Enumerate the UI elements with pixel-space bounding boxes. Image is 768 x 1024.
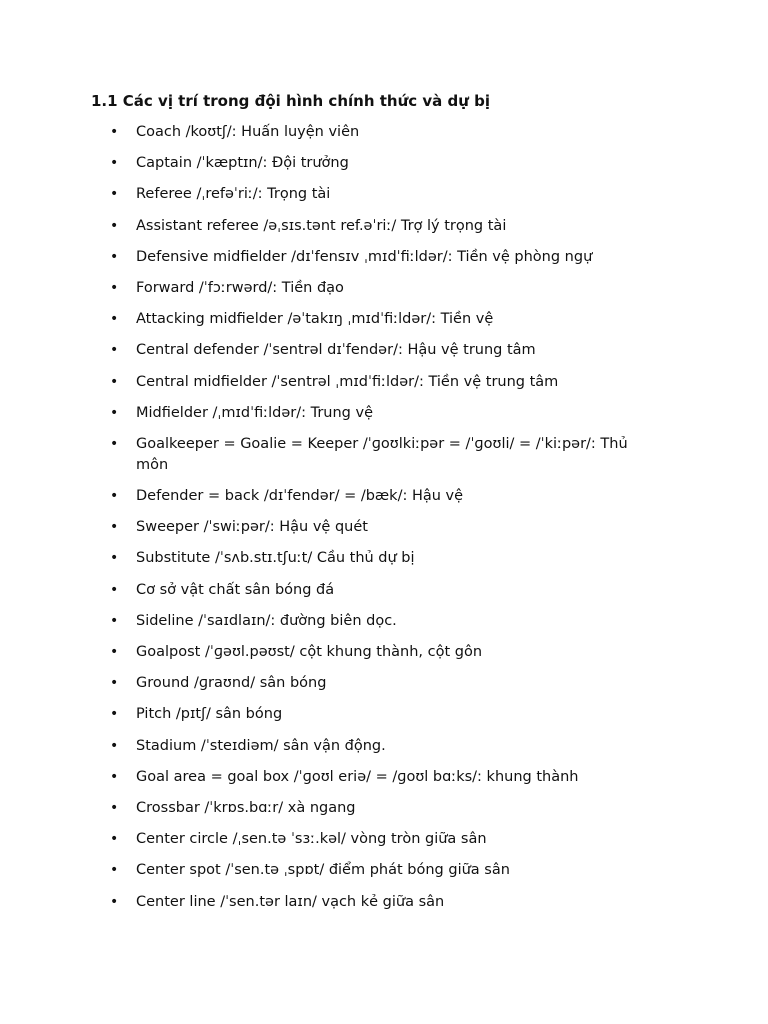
list-item <box>0 673 768 694</box>
list-item <box>0 611 768 632</box>
list-item-text: Sideline /ˈsaɪdlaɪn/: đường biên dọc. <box>136 612 397 629</box>
list-item-text: Defender = back /dɪˈfendər/ = /bæk/: Hậu vệ <box>136 488 464 505</box>
list-item-text: Center circle /ˌsen.tə ˈsɜː.kəl/ vòng tròn giữa sân <box>136 831 487 848</box>
bullet-icon: • <box>110 155 119 172</box>
list-item <box>0 309 768 330</box>
list-item <box>0 247 768 268</box>
bullet-icon: • <box>110 550 119 567</box>
list-item-text: Crossbar /ˈkrɒs.bɑːr/ xà ngang <box>136 799 356 816</box>
list-item <box>0 829 768 850</box>
list-item <box>0 372 768 393</box>
list-item <box>0 184 768 205</box>
list-item-text: Central midfielder /ˈsentrəl ˌmɪdˈfiːldər/: Tiền vệ trung tâm <box>136 373 559 390</box>
bullet-icon: • <box>110 404 119 421</box>
list-item-text: Goalkeeper = Goalie = Keeper /ˈɡoʊlkiːpər = /ˈɡoʊli/ = /ˈkiːpər/: Thủ môn <box>136 435 628 473</box>
bullet-icon: • <box>110 186 119 203</box>
list-item-text: Pitch /pɪtʃ/ sân bóng <box>136 706 283 723</box>
bullet-icon: • <box>110 124 119 140</box>
bullet-icon: • <box>110 893 119 910</box>
list-item <box>0 486 768 507</box>
section-heading: 1.1 Các vị trí trong đội hình chính thức và dự bị <box>91 92 491 110</box>
bullet-icon: • <box>110 581 119 598</box>
list-item-text: Central defender /ˈsentrəl dɪˈfendər/: Hậu vệ trung tâm <box>136 342 536 359</box>
list-item <box>0 860 768 881</box>
list-item-text: Assistant referee /əˌsɪs.tənt ref.əˈriː/ Trợ lý trọng tài <box>136 217 507 234</box>
bullet-icon: • <box>110 342 119 359</box>
list-item <box>0 153 768 174</box>
list-item-text: Captain /ˈkæptɪn/: Đội trưởng <box>136 155 349 172</box>
bullet-icon: • <box>110 311 119 328</box>
list-item-text: Coach /koʊtʃ/: Huấn luyện viên <box>136 124 360 140</box>
list-item <box>0 892 768 913</box>
list-item <box>0 216 768 237</box>
list-item <box>0 434 768 476</box>
list-item <box>0 340 768 361</box>
bullet-icon: • <box>110 435 119 452</box>
list-item <box>0 736 768 757</box>
list-item <box>0 403 768 424</box>
list-item <box>0 278 768 299</box>
list-item-text: Goal area = goal box /ˈɡoʊl eriə/ = /ɡoʊl bɑːks/: khung thành <box>136 768 579 785</box>
bullet-icon: • <box>110 519 119 536</box>
list-item-text: Defensive midfielder /dɪˈfensɪv ˌmɪdˈfiːldər/: Tiền vệ phòng ngự <box>136 248 593 265</box>
list-item-text: Midfielder /ˌmɪdˈfiːldər/: Trung vệ <box>136 404 373 421</box>
list-item-text: Attacking midfielder /əˈtakɪŋ ˌmɪdˈfiːldər/: Tiền vệ <box>136 311 494 328</box>
bullet-icon: • <box>110 488 119 505</box>
bullet-icon: • <box>110 675 119 692</box>
bullet-icon: • <box>110 248 119 265</box>
bullet-icon: • <box>110 768 119 785</box>
list-item-text: Cơ sở vật chất sân bóng đá <box>136 581 335 598</box>
bullet-icon: • <box>110 799 119 816</box>
bullet-icon: • <box>110 373 119 390</box>
list-item-text: Goalpost /ˈɡəʊl.pəʊst/ cột khung thành, cột gôn <box>136 644 483 660</box>
list-item-text: Referee /ˌrefəˈriː/: Trọng tài <box>136 186 331 203</box>
list-item-text: Forward /ˈfɔːrwərd/: Tiền đạo <box>136 279 344 296</box>
list-item <box>0 580 768 601</box>
list-item-text: Stadium /ˈsteɪdiəm/ sân vận động. <box>136 737 386 754</box>
list-item <box>0 798 768 819</box>
bullet-icon: • <box>110 612 119 629</box>
bullet-icon: • <box>110 644 119 660</box>
bullet-icon: • <box>110 279 119 296</box>
list-item-text: Sweeper /ˈswiːpər/: Hậu vệ quét <box>136 519 368 536</box>
list-item <box>0 122 768 143</box>
list-item-text: Substitute /ˈsʌb.stɪ.tʃuːt/ Cầu thủ dự bị <box>136 550 415 567</box>
vocabulary-list <box>0 122 768 923</box>
list-item <box>0 517 768 538</box>
bullet-icon: • <box>110 831 119 848</box>
list-item-text: Ground /ɡraʊnd/ sân bóng <box>136 675 327 692</box>
bullet-icon: • <box>110 217 119 234</box>
list-item <box>0 767 768 788</box>
list-item <box>0 642 768 663</box>
bullet-icon: • <box>110 737 119 754</box>
bullet-icon: • <box>110 706 119 723</box>
list-item-text: Center spot /ˈsen.tə ˌspɒt/ điểm phát bóng giữa sân <box>136 862 510 879</box>
list-item <box>0 548 768 569</box>
list-item <box>0 704 768 725</box>
bullet-icon: • <box>110 862 119 879</box>
list-item-text: Center line /ˈsen.tər laɪn/ vạch kẻ giữa sân <box>136 893 445 910</box>
